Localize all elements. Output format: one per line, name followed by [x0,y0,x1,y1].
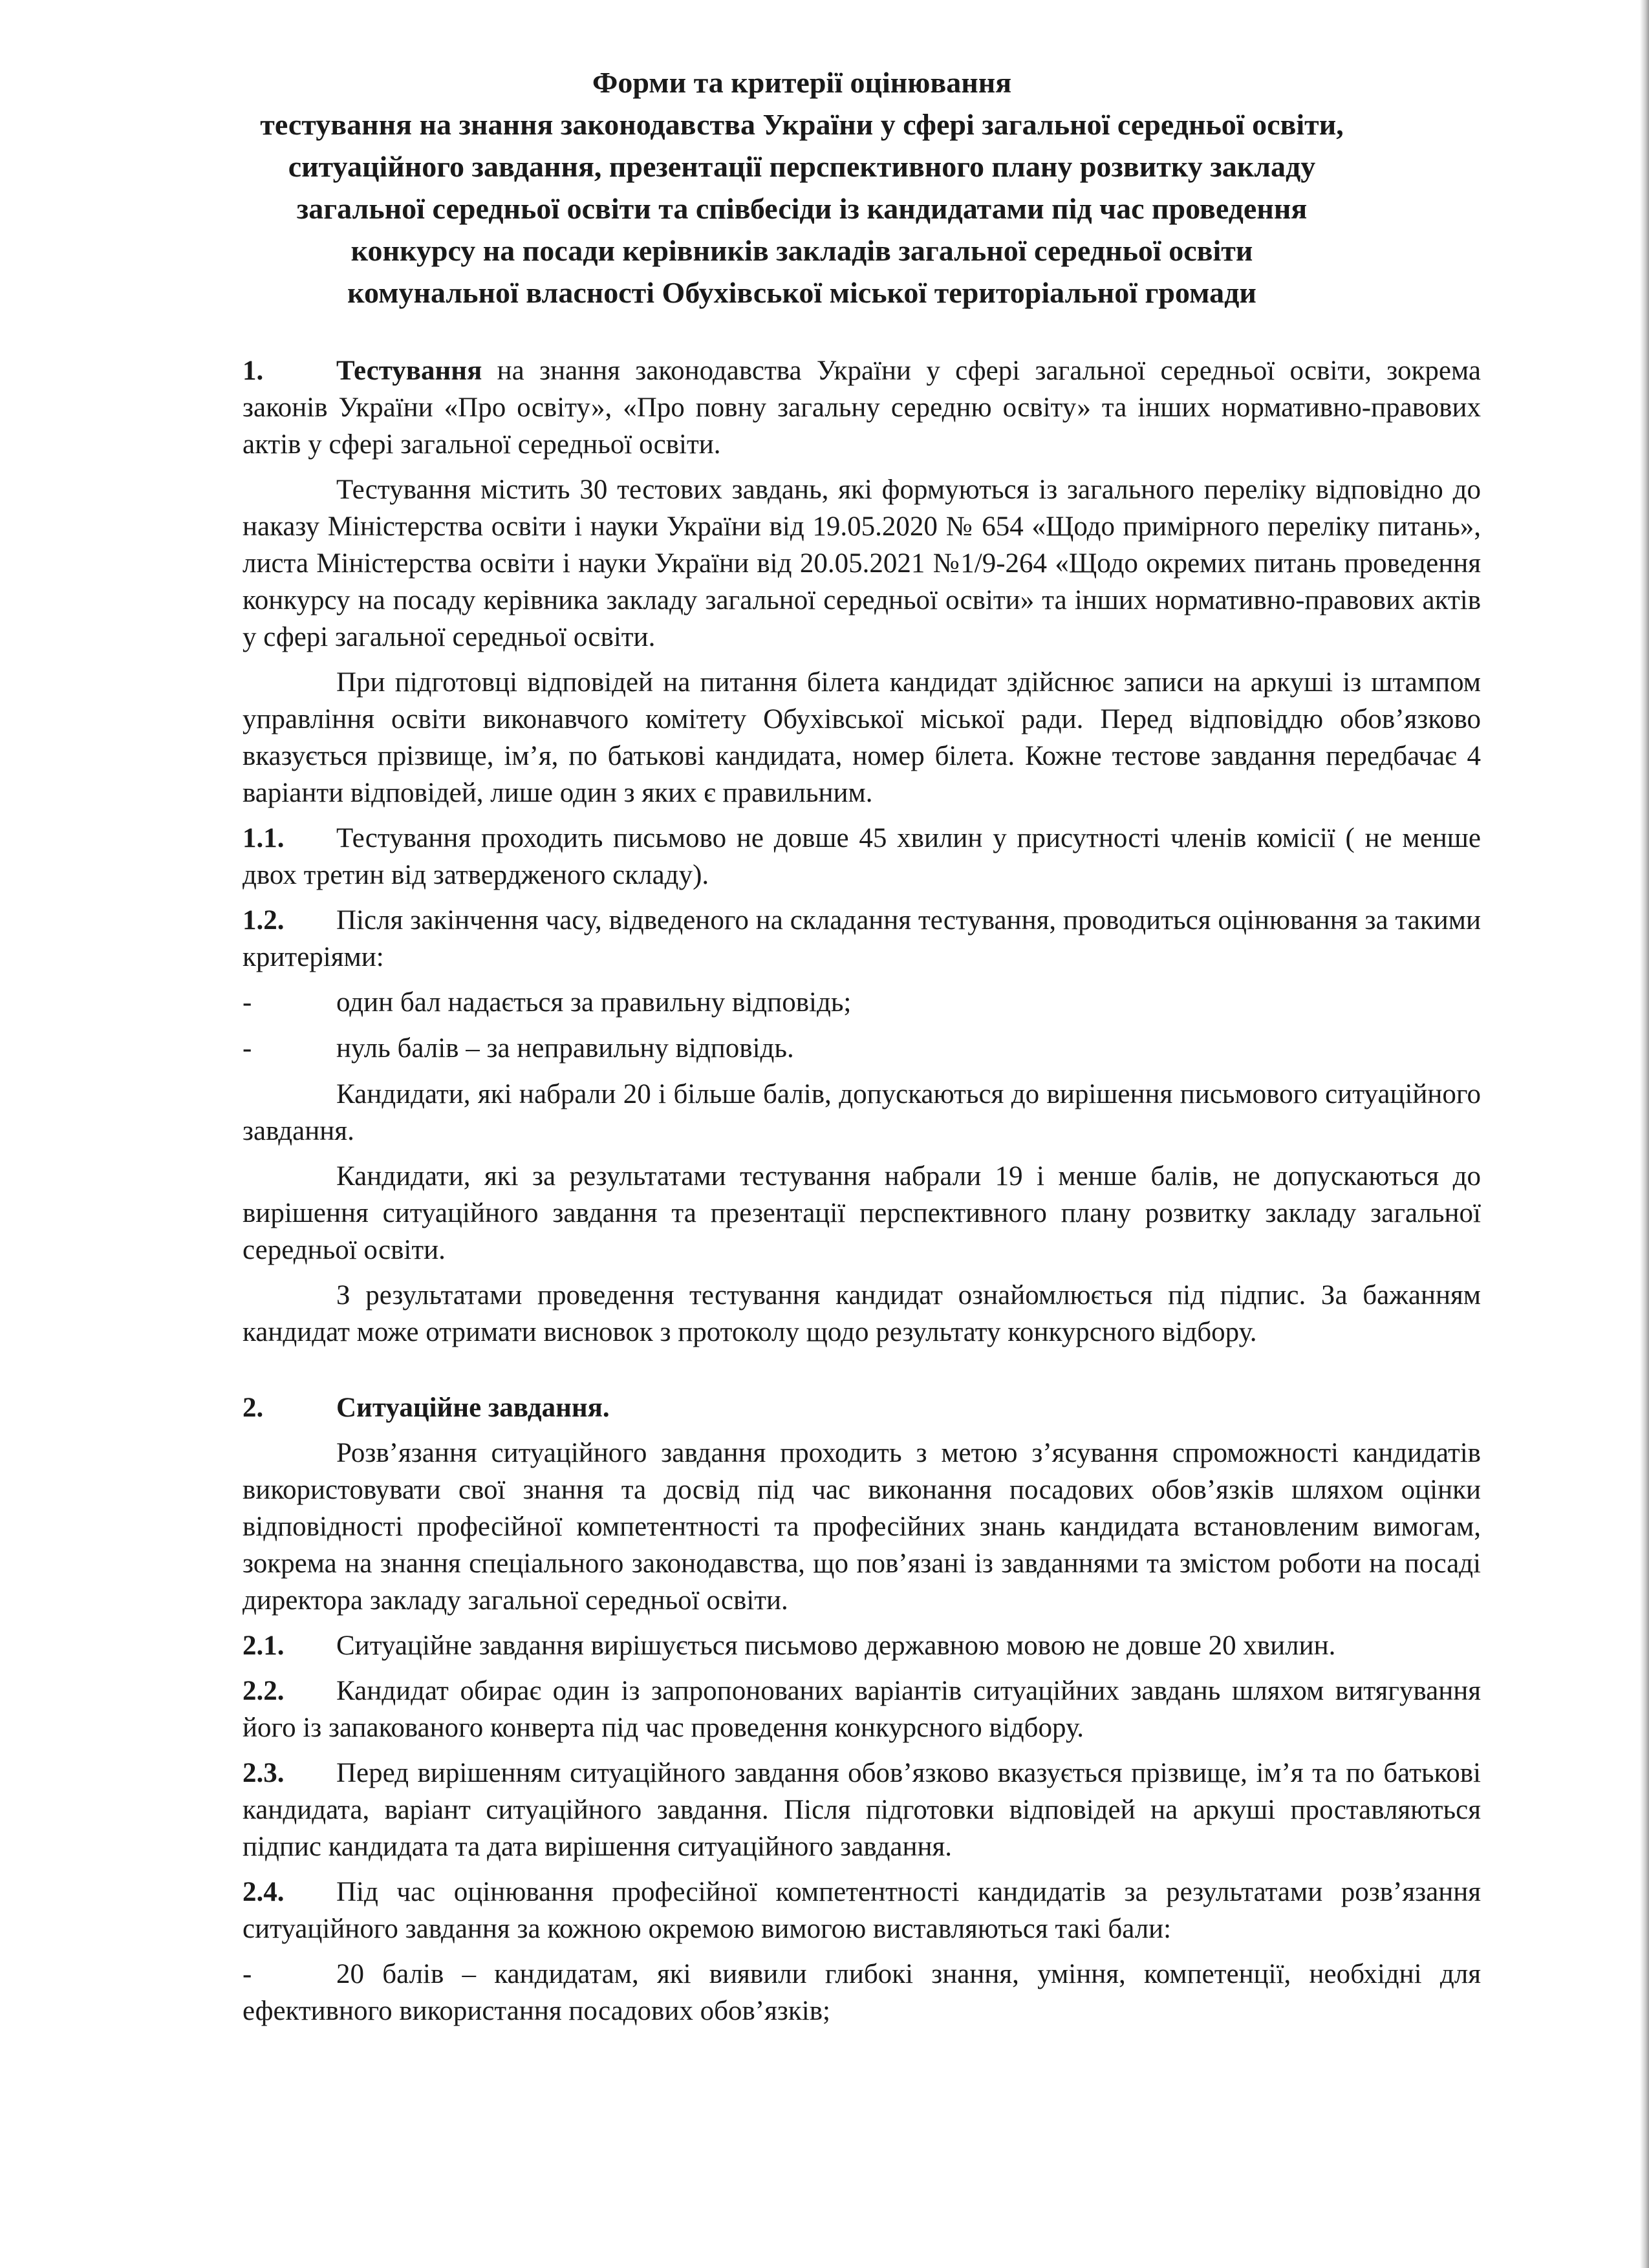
subsection-2-1 [242,1627,1481,1664]
section-2-title [242,1389,1481,1426]
header-line: тестування на знання законодавства України у сфері загальної середньої освіти, [260,108,1344,141]
list-item-text: 20 балів – кандидатам, які виявили глибокі знання, уміння, компетенції, необхідні для ефективного використання посадових обов’язків; [242,1959,1481,2026]
subsection-number: 1.1. [242,823,285,853]
subsection-2-2 [242,1673,1481,1746]
subsection-2-3 [242,1755,1481,1865]
subsection-1-2 [242,902,1481,976]
list-item [242,1030,1481,1067]
header-line: загальної середньої освіти та співбесіди із кандидатами під час проведення [296,192,1308,225]
list-dash: - [242,1033,252,1064]
section-lead-bold: Тестування [336,356,482,386]
subsection-2-4 [242,1874,1481,1947]
subsection-text: Перед вирішенням ситуаційного завдання обов’язково вказується прізвище, ім’я та по батькові кандидата, варіант ситуаційного завдання. Після підготовки відповідей на аркуші проставляються підпис кандидата та дата вирішення ситуаційного завдання. [242,1758,1481,1862]
subsection-number: 2.1. [242,1631,285,1661]
subsection-number: 2.3. [242,1758,285,1788]
list-item [242,1956,1481,2029]
subsection-number: 1.2. [242,905,285,936]
subsection-text: Під час оцінювання професійної компетентності кандидатів за результатами розв’язання ситуаційного завдання за кожною окремою вимогою виставляються такі бали: [242,1877,1481,1944]
subsection-text: Після закінчення часу, відведеного на складання тестування, проводиться оцінювання за такими критеріями: [242,905,1481,972]
document-body [242,352,1481,2038]
section-number: 2. [242,1393,264,1423]
subsection-number: 2.2. [242,1676,285,1706]
paragraph: Тестування містить 30 тестових завдань, які формуються із загального переліку відповідно до наказу Міністерства освіти і науки України від 19.05.2020 № 654 «Щодо примірного переліку питань», листа Міністерства освіти і науки України від 20.05.2021 №1/9-264 «Щодо окремих питань проведення конкурсу на посаду керівника закладу загальної середньої освіти» та інших нормативно-правових актів у сфері загальної середньої освіти. [242,475,1481,652]
header-line: конкурсу на посади керівників закладів загальної середньої освіти [350,234,1253,267]
subsection-number: 2.4. [242,1877,285,1907]
subsection-text: Ситуаційне завдання вирішується письмово державною мовою не довше 20 хвилин. [336,1631,1336,1661]
list-item [242,984,1481,1021]
list-item-text: один бал надається за правильну відповідь; [336,987,852,1018]
paragraph: При підготовці відповідей на питання білета кандидат здійснює записи на аркуші із штампом управління освіти виконавчого комітету Обухівської міської ради. Перед відповіддю обов’язково вказується прізвище, ім’я, по батькові кандидата, номер білета. Кожне тестове завдання передбачає 4 варіанти відповідей, лише один з яких є правильним. [242,667,1481,808]
paragraph: Кандидати, які за результатами тестування набрали 19 і менше балів, не допускаються до вирішення ситуаційного завдання та презентації перспективного плану розвитку закладу загальної середньої освіти. [242,1161,1481,1265]
list-item-text: нуль балів – за неправильну відповідь. [336,1033,794,1064]
document-header [246,61,1358,314]
list-dash: - [242,1959,252,1989]
subsection-text: Тестування проходить письмово не довше 45 хвилин у присутності членів комісії ( не менше двох третин від затвердженого складу). [242,823,1481,890]
header-line: ситуаційного завдання, презентації перспективного плану розвитку закладу [288,150,1316,183]
subsection-1-1 [242,820,1481,893]
scan-edge-shadow [1640,0,1649,2268]
section-title: Ситуаційне завдання. [336,1393,610,1423]
header-title: Форми та критерії оцінювання [592,66,1012,99]
header-line: комунальної власності Обухівської міської територіальної громади [347,276,1256,309]
list-dash: - [242,987,252,1018]
section-lead-text: на знання законодавства України у сфері загальної середньої освіти, зокрема законів України «Про освіту», «Про повну загальну середню освіту» та інших нормативно-правових актів у сфері загальної середньої освіти. [242,356,1481,460]
paragraph: З результатами проведення тестування кандидат ознайомлюється під підпис. За бажанням кандидат може отримати висновок з протоколу щодо результату конкурсного відбору. [242,1280,1481,1347]
section-1-intro [242,352,1481,463]
paragraph: Кандидати, які набрали 20 і більше балів, допускаються до вирішення письмового ситуаційного завдання. [242,1079,1481,1146]
section-number: 1. [242,356,264,386]
subsection-text: Кандидат обирає один із запропонованих варіантів ситуаційних завдань шляхом витягування його із запакованого конверта під час проведення конкурсного відбору. [242,1676,1481,1743]
paragraph: Розв’язання ситуаційного завдання проходить з метою з’ясування спроможності кандидатів використовувати свої знання та досвід під час виконання посадових обов’язків шляхом оцінки відповідності професійної компетентності та професійних знань кандидата встановленим вимогам, зокрема на знання спеціального законодавства, що пов’язані із завданнями та змістом роботи на посаді директора закладу загальної середньої освіти. [242,1438,1481,1616]
